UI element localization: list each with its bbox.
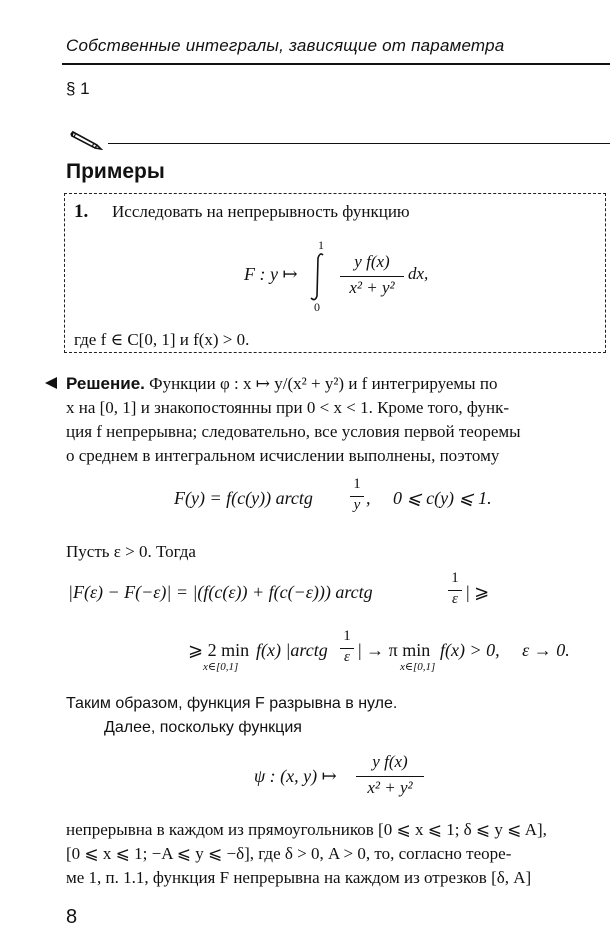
eq2-line2-sub2: x∈[0,1]	[400, 661, 436, 673]
eq2-line1-num: 1	[451, 570, 459, 586]
integral-lower-limit: 0	[314, 300, 320, 314]
integral-upper-limit: 1	[318, 238, 324, 252]
conclusion-line: Таким образом, функция F разрывна в нуле.	[66, 695, 398, 712]
tail-line-3: ме 1, п. 1.1, функция F непрерывна на каждом из отрезков [δ, A]	[66, 868, 532, 887]
solution-line-2: x на [0, 1] и знакопостоянны при 0 < x < 1. Кроме того, функ-	[66, 398, 510, 417]
eq3-num: y f(x)	[372, 752, 408, 771]
eq2-line2-a: ⩾ 2 min	[188, 640, 250, 660]
eq3-den: x² + y²	[367, 778, 413, 797]
examples-rule	[108, 143, 610, 144]
eq1-lhs: F(y) = f(c(y)) arctg	[174, 488, 313, 508]
further-line: Далее, поскольку функция	[104, 719, 302, 736]
eq1-rhs: , 0 ⩽ c(y) ⩽ 1.	[366, 488, 492, 508]
eq1-frac-num: 1	[353, 476, 361, 492]
section-number: § 1	[66, 79, 90, 98]
eq2-line2-c: | → π min	[358, 640, 431, 660]
formula-tail: dx,	[408, 264, 429, 283]
let-epsilon-line: Пусть ε > 0. Тогда	[66, 542, 196, 561]
solution-line-4: о среднем в интегральном исчислении выполнены, поэтому	[66, 446, 500, 465]
problem-number: 1.	[74, 201, 89, 222]
examples-heading: Примеры	[66, 160, 165, 183]
eq2-line2-d: f(x) > 0, ε → 0.	[440, 640, 570, 660]
triangle-left-icon	[44, 376, 58, 390]
solution-label: Решение.	[66, 374, 145, 393]
page-number: 8	[66, 906, 78, 928]
problem-condition: где f ∈ C[0, 1] и f(x) > 0.	[74, 330, 250, 349]
eq3-bar	[356, 776, 424, 777]
eq2-line2-b: f(x) |arctg	[256, 640, 328, 660]
eq1-frac-den: y	[353, 497, 361, 513]
eq2-line1-den: ε	[452, 591, 458, 607]
problem-statement: Исследовать на непрерывность функцию	[112, 202, 410, 221]
integral-sign	[308, 252, 328, 302]
solution-line-3: ция f непрерывна; следовательно, все условия первой теоремы	[66, 422, 521, 441]
eq3-lhs: ψ : (x, y) ↦	[254, 766, 337, 786]
fraction-denominator: x² + y²	[349, 278, 395, 297]
pencil-icon	[70, 128, 104, 150]
tail-line-1: непрерывна в каждом из прямоугольников [0 ⩽ x ⩽ 1; δ ⩽ y ⩽ A],	[66, 820, 547, 839]
tail-line-2: [0 ⩽ x ⩽ 1; −A ⩽ y ⩽ −δ], где δ > 0, A > 0, то, согласно теоре-	[66, 844, 512, 863]
fraction-bar	[340, 276, 404, 277]
eq2-line2-den: ε	[344, 649, 350, 665]
solution-line-1: Решение. Функции φ : x ↦ y/(x² + y²) и f интегрируемы по	[66, 374, 498, 393]
fraction-numerator: y f(x)	[354, 252, 390, 271]
header-rule	[62, 63, 610, 65]
eq2-line1-b: | ⩾	[466, 582, 490, 602]
eq2-line1-a: |F(ε) − F(−ε)| = |(f(c(ε)) + f(c(−ε))) arctg	[68, 582, 373, 602]
eq2-line2-sub: x∈[0,1]	[203, 661, 239, 673]
formula-lhs: F : y ↦	[244, 264, 298, 284]
eq2-line2-num: 1	[343, 628, 351, 644]
running-title: Собственные интегралы, зависящие от параметра	[66, 36, 505, 55]
